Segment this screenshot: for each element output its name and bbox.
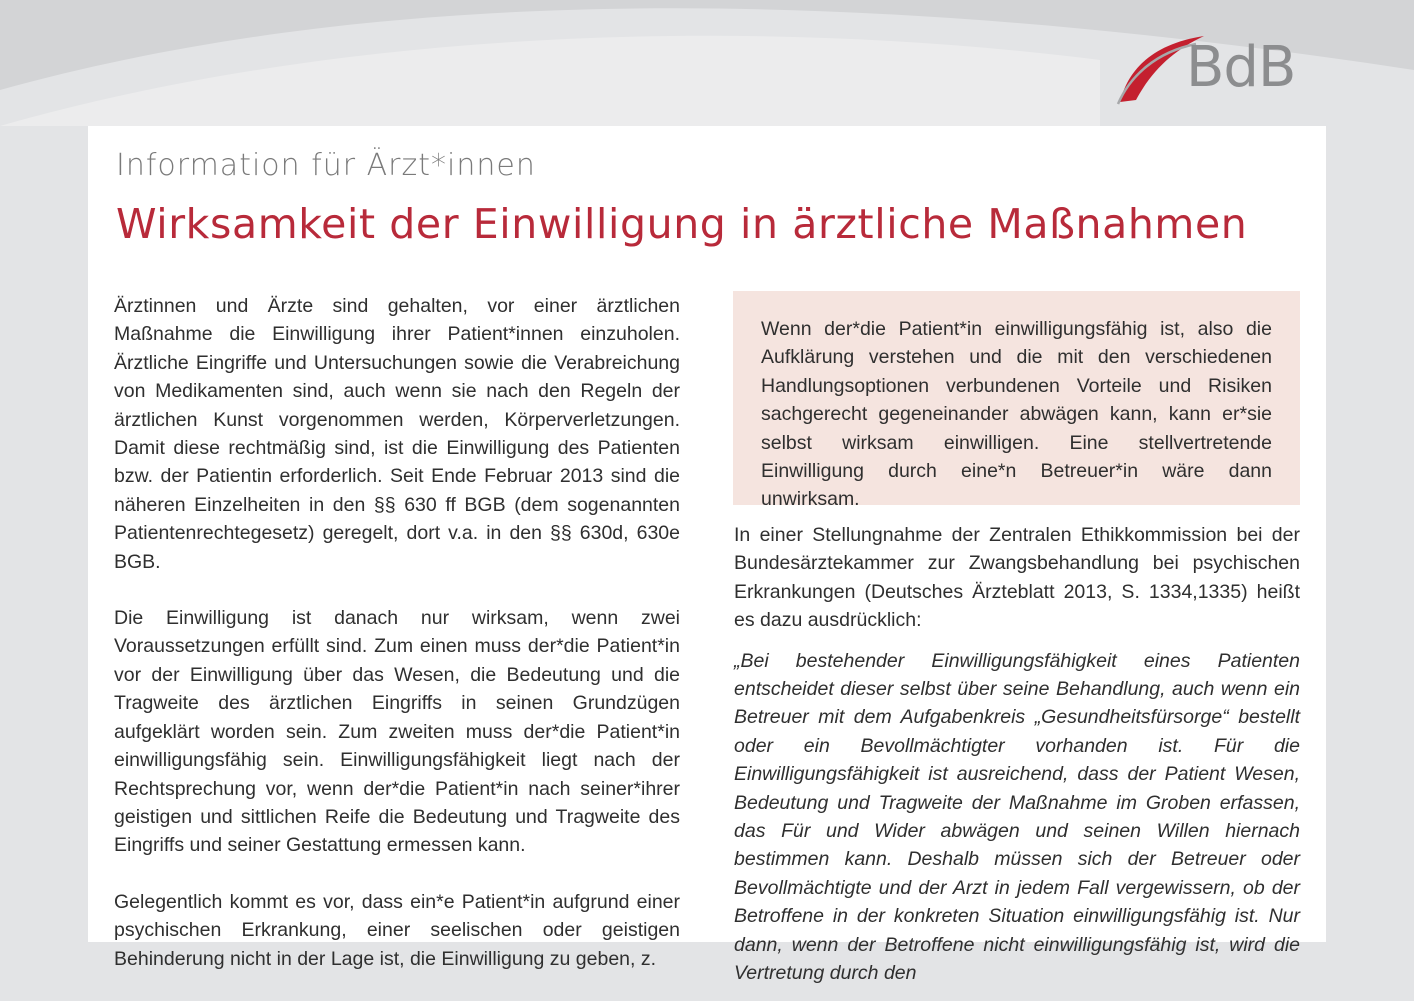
highlight-box: Wenn der*die Patient*in einwilligungsfähig ist, also die Aufklärung verstehen und die mit den verschiedenen Handlungsoptionen verbundenen Vorteile und Risiken sachgerecht gegeneinander abwägen kann, kann er*sie selbst wirksam einwilligen. Eine stellvertretende Einwilligung durch eine*n Betreuer*in wäre dann unwirksam.	[733, 291, 1300, 505]
paragraph: In einer Stellungnahme der Zentralen Ethikkommission bei der Bundesärztekammer zur Zwangsbehandlung bei psychischen Erkrankungen (Deutsches Ärzteblatt 2013, S. 1334,1335) heißt es dazu ausdrücklich:	[734, 524, 1300, 632]
quote-paragraph: „Bei bestehender Einwilligungsfähigkeit eines Patienten entscheidet dieser selbst über seine Behandlung, auch wenn ein Betreuer mit dem Aufgabenkreis „Gesundheitsfürsorge“ bestellt oder ein Bevollmächtigter vorhanden ist. Für die Einwilligungsfähigkeit ist ausreichend, dass der Patient Wesen, Bedeutung und Tragweite der Maßnahme im Groben erfassen, das Für und Wider abwägen und seinen Willen hiernach bestimmen kann. Deshalb müssen sich der Betreuer oder Bevollmächtigte und der Arzt in jedem Fall vergewissern, ob der Betroffene in der konkreten Situation einwilligungsfähig ist. Nur dann, wenn der Betroffene nicht einwilligungsfähig ist, wird die Vertretung durch den	[734, 649, 1300, 985]
document-kicker: Information für Ärzt*innen	[116, 148, 536, 183]
document-page	[88, 126, 1326, 985]
paragraph: Ärztinnen und Ärzte sind gehalten, vor einer ärztlichen Maßnahme die Einwilligung ihrer Patient*innen einzuholen. Ärztliche Eingriffe und Untersuchungen sowie die Verabreichung von Medikamenten sind, auch wenn sie nach den Regeln der ärztlichen Kunst vorgenommen werden, Körperverletzungen. Damit diese rechtmäßig sind, ist die Einwilligung des Patienten bzw. der Patientin erforderlich. Seit Ende Februar 2013 sind die näheren Einzelheiten in den §§ 630 ff BGB (dem sogenannten Patientenrechtegesetz) geregelt, dort v.a. in den §§ 630d, 630e BGB.	[114, 295, 680, 573]
paragraph: Gelegentlich kommt es vor, dass ein*e Patient*in aufgrund einer psychischen Erkrankung, einer seelischen oder geistigen Behinderung nicht in der Lage ist, die Einwilligung zu geben, z.	[114, 890, 680, 970]
paragraph: Die Einwilligung ist danach nur wirksam, wenn zwei Voraussetzungen erfüllt sind. Zum einen muss der*die Patient*in vor der Einwilligung über das Wesen, die Bedeutung und die Tragweite des ärztlichen Eingriffs in seinen Grundzügen aufgeklärt worden sein. Zum zweiten muss der*die Patient*in einwilligungsfähig sein. Einwilligungsfähigkeit liegt nach der Rechtsprechung vor, wenn der*die Patient*in nach seiner*ihrer geistigen und sittlichen Reife die Bedeutung und Tragweite des Eingriffs und seiner Gestattung ermessen kann.	[114, 607, 680, 857]
right-column	[734, 521, 1300, 988]
left-column	[114, 292, 680, 1001]
document-title: Wirksamkeit der Einwilligung in ärztliche Maßnahmen	[116, 200, 1248, 248]
bdb-logo-text: BdB	[1186, 35, 1296, 100]
